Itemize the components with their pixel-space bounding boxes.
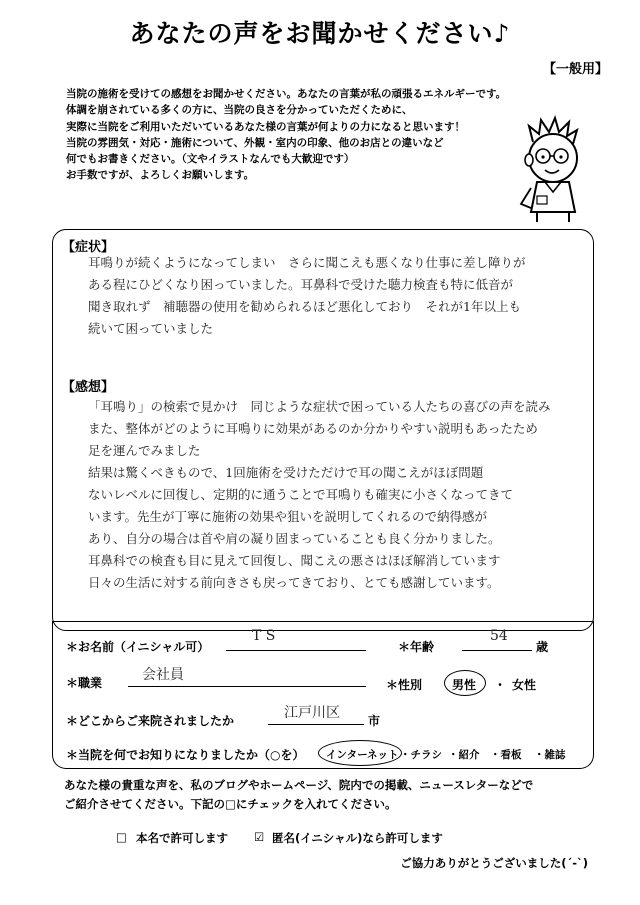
handwritten-line: 続いて困っていました xyxy=(88,321,214,336)
intro-line: 何でもお書きください。（文やイラストなんでも大歓迎です） xyxy=(66,153,355,166)
name-field[interactable] xyxy=(226,632,366,651)
handwritten-line: 結果は驚くべきもので、1回施術を受けただけで耳の聞こえがほぼ問題 xyxy=(88,465,484,480)
job-label: ＊職業 xyxy=(66,676,103,690)
handwritten-line: また、整体がどのように耳鳴りに効果があるのか分かりやすい説明もあったため xyxy=(88,421,538,436)
real-name-label: 本名で許可します xyxy=(136,831,228,845)
job-value: 会社員 xyxy=(142,667,184,683)
handwritten-line: ないレベルに回復し、定期的に通うことで耳鳴りも確実に小さくなってきて xyxy=(88,487,514,502)
handwritten-line: 足を運んでみました xyxy=(88,443,201,458)
gender-separator: ・ xyxy=(494,678,507,692)
intro-line: 体調を崩されている多くの方に、当院の良さを分かっていただくために、 xyxy=(66,104,413,117)
real-name-checkbox[interactable]: □ xyxy=(116,830,127,844)
intro-line: 当院の雰囲気・対応・施術について、外観・室内の印象、他のお店との違いなど xyxy=(66,136,444,149)
symptoms-heading: 【症状】 xyxy=(62,240,115,255)
handwritten-line: あり、自分の場合は首や肩の凝り固まっていることも良く分かりました。 xyxy=(88,531,501,546)
symptoms-text xyxy=(88,252,526,340)
impressions-heading: 【感想】 xyxy=(62,380,115,395)
mascot-illustration xyxy=(515,112,593,224)
name-value: T S xyxy=(252,628,276,644)
source-signboard-option[interactable]: ・看板 xyxy=(490,749,522,761)
source-referral-option[interactable]: ・紹介 xyxy=(448,749,480,761)
consent-note-line: ご紹介させてください。下記の□にチェックを入れてください。 xyxy=(64,797,397,811)
handwritten-line: います。先生が丁寧に施術の効果や狙いを説明してくれるので納得感が xyxy=(88,509,488,524)
source-flyer-option[interactable]: ・チラシ xyxy=(400,749,442,761)
consent-note-line: あなた様の貴重な声を、私のブログやホームページ、院内での掲載、ニュースレターなどで xyxy=(64,778,534,792)
handwritten-line: 「耳鳴り」の検索で見かけ 同じような症状で困っている人たちの喜びの声を読み xyxy=(88,399,551,414)
source-label: ＊当院を何でお知りになりましたか（○を） xyxy=(66,748,305,762)
handwritten-line: 耳鳴りが続くようになってしまい さらに聞こえも悪くなり仕事に差し障りが xyxy=(88,255,526,270)
name-label: ＊お名前（イニシャル可） xyxy=(66,640,210,654)
initials-label: 匿名(イニシャル)なら許可します xyxy=(272,831,443,845)
edition-label: 【一般用】 xyxy=(542,62,608,77)
intro-text xyxy=(66,86,536,184)
source-internet-option[interactable]: インターネット xyxy=(326,749,399,761)
form-divider xyxy=(52,621,592,622)
age-unit: 歳 xyxy=(536,640,549,654)
intro-line: 当院の施術を受けての感想をお聞かせください。あなたの言葉が私の頑張るエネルギーです。 xyxy=(66,88,507,100)
intro-line: お手数ですが、よろしくお願いします。 xyxy=(66,169,255,182)
handwritten-line: ある程にひどくなり困っていました。耳鼻科で受けた聴力検査も特に低音が xyxy=(88,277,514,292)
gender-label: ＊性別 xyxy=(386,678,423,692)
handwritten-line: 日々の生活に対する前向きさも戻ってきており、とても感謝しています。 xyxy=(88,575,500,590)
age-label: ＊年齢 xyxy=(398,640,435,654)
handwritten-line: 聞き取れず 補聴器の使用を勧められるほど悪化しており それが1年以上も xyxy=(88,299,521,314)
impressions-text xyxy=(88,396,551,594)
gender-female-option[interactable]: 女性 xyxy=(512,678,537,692)
origin-value: 江戸川区 xyxy=(284,705,340,721)
consent-note xyxy=(64,776,533,814)
page-title: あなたの声をお聞かせください♪ xyxy=(129,19,511,48)
gender-male-option[interactable]: 男性 xyxy=(452,678,477,692)
age-value: 54 xyxy=(490,628,508,644)
origin-label: ＊どこからご来院されましたか xyxy=(66,714,235,728)
source-magazine-option[interactable]: ・雑誌 xyxy=(534,749,566,761)
thanks-message: ご協力ありがとうございました(´-`) xyxy=(400,856,588,870)
initials-checkbox[interactable]: ☑ xyxy=(254,830,265,844)
origin-unit: 市 xyxy=(368,714,381,728)
intro-line: 実際に当院をご利用いただいているあなた様の言葉が何よりの力になると思います！ xyxy=(66,120,465,133)
handwritten-line: 耳鼻科での検査も目に見えて回復し、聞こえの悪さはほぼ解消しています xyxy=(88,553,501,568)
